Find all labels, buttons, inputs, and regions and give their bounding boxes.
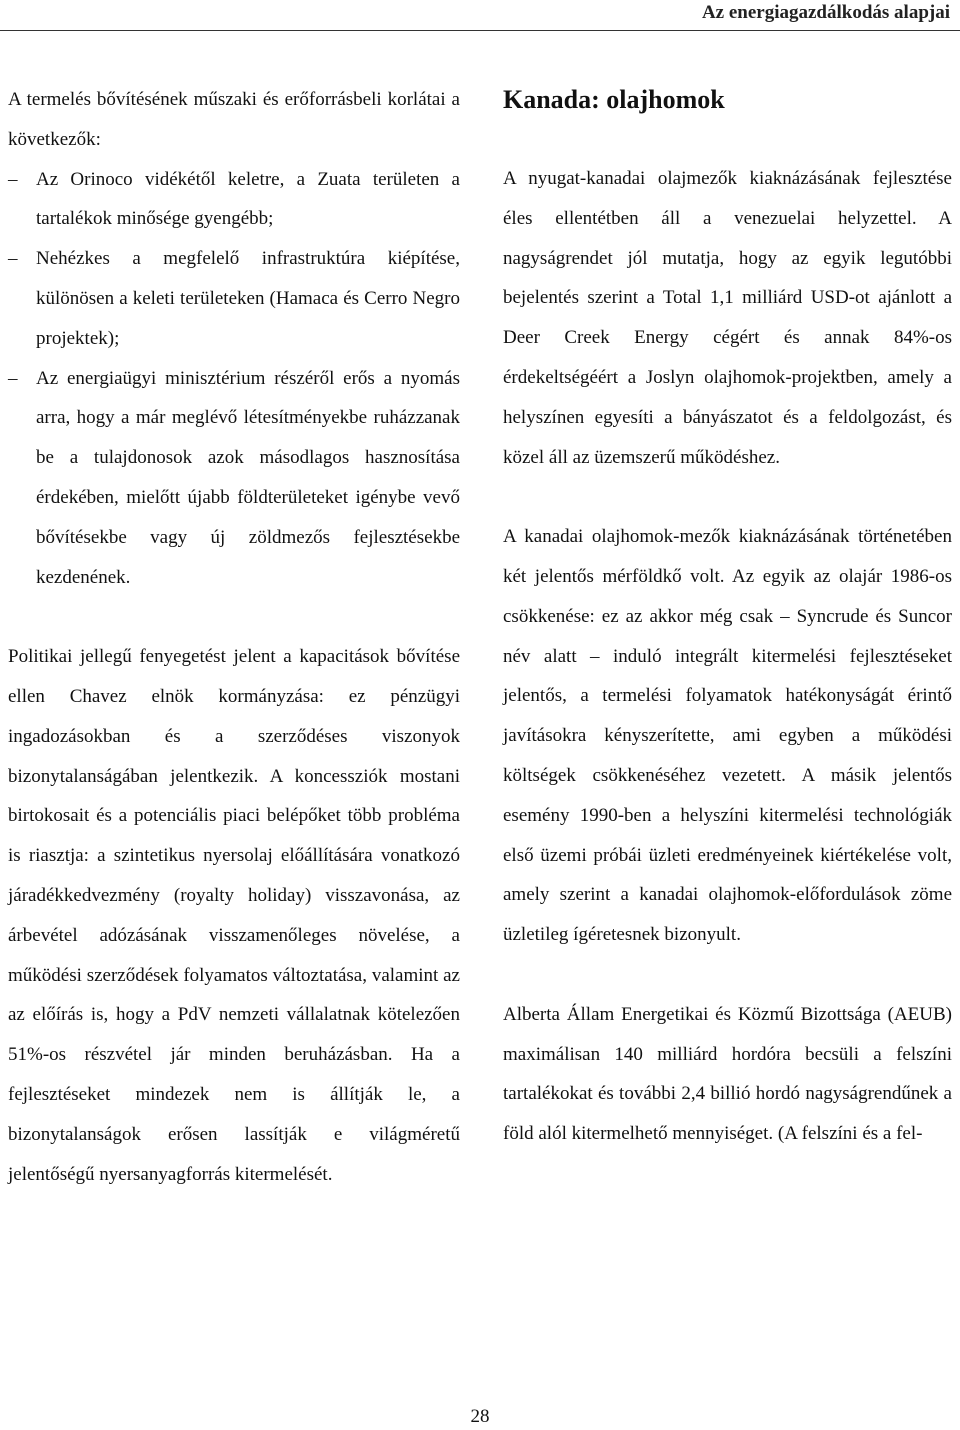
paragraph-gap	[8, 597, 460, 637]
list-item-text: Az Orinoco vidékétől keletre, a Zuata területen a tartalékok minősége gyengébb;	[36, 168, 460, 230]
header-rule	[0, 30, 960, 31]
dash-bullet-icon: –	[8, 168, 18, 190]
paragraph-gap	[503, 477, 952, 517]
paragraph-gap	[503, 955, 952, 995]
list-item	[8, 359, 460, 598]
list-item	[8, 239, 460, 358]
section-heading: Kanada: olajhomok	[503, 85, 725, 114]
left-column	[8, 80, 460, 1194]
page-number: 28	[470, 1406, 490, 1427]
body-paragraph: A kanadai olajhomok-mezők kiaknázásának történetében két jelentős mérföldkő volt. Az egyik az olajár 1986-os csökkenése: ez az akkor még csak – Syncrude és Suncor név alatt – induló integrált kitermelési fejlesztéseket jelentős, a termelési folyamatok hatékonyságát érintő javításokra kényszerítette, ami egyben a működési költségek csökkenéséhez vezetett. A másik jelentős esemény 1990-ben a helyszíni kitermelési technológiák első üzemi próbái üzleti eredményeinek kiértékelése volt, amely szerint a kanadai olajhomok-előfordulások zöme üzletileg ígéretesnek bizonyult.	[503, 526, 952, 946]
heading-gap	[503, 120, 952, 159]
body-paragraph: Alberta Állam Energetikai és Közmű Bizottsága (AEUB) maximálisan 140 milliárd hordóra becsüli a felszíni tartalékokat és további 2,4 billió hordó nagyságrendűnek a föld alól kitermelhető mennyiséget. (A felszíni és a fel-	[503, 1003, 952, 1145]
dash-bullet-icon: –	[8, 248, 18, 270]
constraint-list	[8, 160, 460, 598]
list-item-text: Nehézkes a megfelelő infrastruktúra kiépítése, különösen a keleti területeken (Hamaca és Cerro Negro projektek);	[36, 248, 460, 349]
right-column	[503, 80, 952, 1154]
running-header: Az energiagazdálkodás alapjai	[701, 2, 950, 23]
body-paragraph: Politikai jellegű fenyegetést jelent a kapacitások bővítése ellen Chavez elnök kormányzása: ez pénzügyi ingadozásokban és a szerződéses viszonyok bizonytalanságában jelentkezik. A koncessziók mostani birtokosait és a potenciális piaci belépőket több probléma is riasztja: a szintetikus nyersolaj előállítására vonatkozó járadékkedvezmény (royalty holiday) visszavonása, az árbevétel adózásának visszamenőleges növelése, a működési szerződések folyamatos változtatása, valamint az az előírás is, hogy a PdV nemzeti vállalatnak kötelezően 51%-os részvétel jár minden beruházásban. Ha a fejlesztéseket mindezek nem is állítják le, a bizonytalanságok erősen lassítják e világméretű jelentőségű nyersanyagforrás kitermelését.	[8, 646, 460, 1185]
dash-bullet-icon: –	[8, 367, 18, 389]
list-item-text: Az energiaügyi minisztérium részéről erős a nyomás arra, hogy a már meglévő létesítményekbe ruházzanak be a tulajdonosok azok másodlagos hasznosítása érdekében, mielőtt újabb földterületeket igénybe vevő bővítésekbe vagy új zöldmezős fejlesztésekbe kezdenének.	[36, 367, 460, 588]
list-item	[8, 160, 460, 240]
intro-paragraph: A termelés bővítésének műszaki és erőforrásbeli korlátai a következők:	[8, 89, 460, 150]
body-paragraph: A nyugat-kanadai olajmezők kiaknázásának fejlesztése éles ellentétben áll a venezuelai helyzettel. A nagyságrendet jól mutatja, hogy az egyik legutóbbi bejelentés szerint a Total 1,1 milliárd USD-ot ajánlott a Deer Creek Energy cégért és annak 84%-os érdekeltségéért a Joslyn olajhomok-projektben, amely a helyszínen egyesíti a bányászatot és a feldolgozást, és közel áll az üzemszerű működéshez.	[503, 168, 952, 468]
